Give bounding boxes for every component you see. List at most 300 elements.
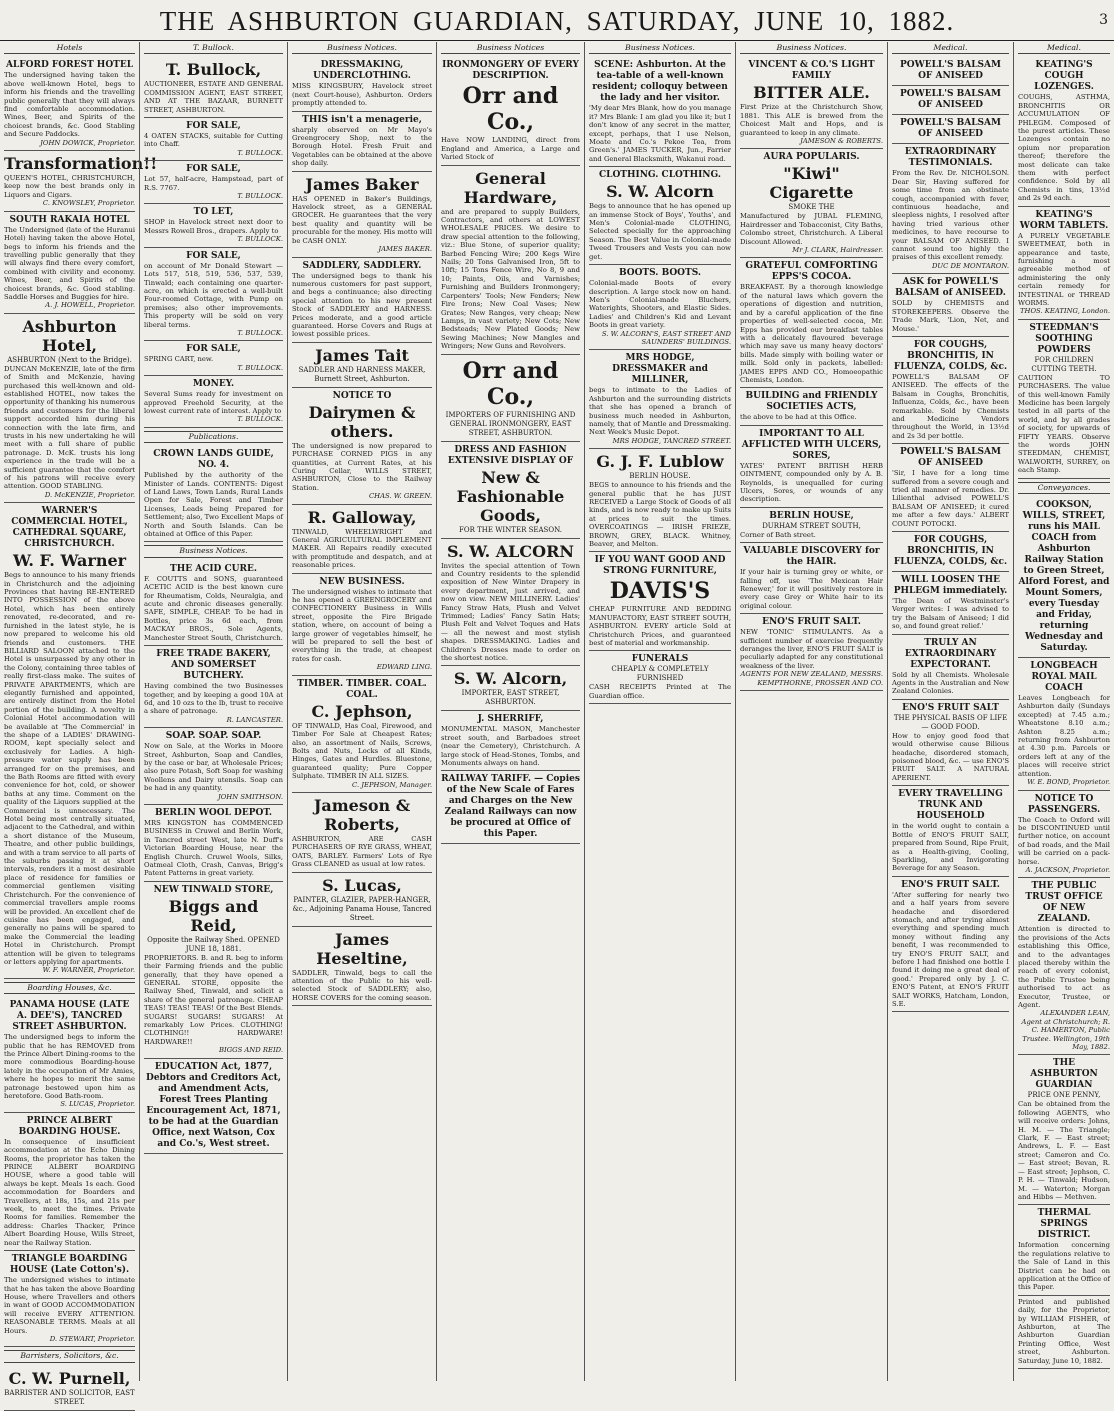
ad-body-text: SOLD by CHEMISTS and STOREKEEPERS. Observe the Trade Mark, 'Lion, Net, and Mouse.' [892, 299, 1009, 333]
ad-subheading: SMOKE THE [788, 203, 835, 212]
ad-heading: FREE TRADE BAKERY, AND SOMERSET BUTCHERY. [156, 649, 271, 682]
ad-body-text: SADDLER, Tinwald, begs to call the attention of the Public to his well-selected Stock of SADDLERY; also, HORSE COVERS for the coming season. [292, 968, 432, 1002]
ad-heading: BERLIN WOOL DEPOT. [154, 807, 273, 818]
ad-heading: POWELL'S BALSAM OF ANISEED [900, 60, 1001, 82]
ad-body-text: 4 OATEN STACKS, suitable for Cutting into Chaff. [144, 132, 283, 149]
ad-body-text: Leaves Longbeach for Ashburton daily (Sundays excepted) at 7.45 a.m.; Wheatstone 8.10 a.m.; Ashton 8.25 a.m.; returning from Ashburton at 4.30 p.m. Parcels or orders left at any of the places will receive strict attention. [1018, 694, 1110, 778]
section-heading: Barristers, Solicitors, &c. [4, 1350, 135, 1362]
ad-heading: PANAMA HOUSE (LATE A. DEE'S), TANCRED STREET ASHBURTON. [9, 1000, 130, 1033]
column-6 [735, 42, 887, 1381]
advertisement [292, 927, 432, 1007]
ad-signature: EDWARD LING. [376, 663, 432, 672]
ad-signature: DUC DE MONTARON. [931, 261, 1009, 270]
column-3 [287, 42, 436, 1381]
ad-body-text: QUEEN'S HOTEL, CHRISTCHURCH, keep now the best brands only in Liquors and Cigars. [4, 174, 135, 199]
advertisement [740, 388, 883, 425]
ad-body-text: 'The Dean of Westminster's Verger writes: I was advised to try the Balsam of Aniseed; I did so, and found great relief.' [892, 597, 1009, 631]
ad-body-text: The undersigned begs to thank his numerous customers for past support, and begs a continuance; also directing special attention to his new present Stock of SADDLERY and HARNESS. Prices moderate, and a good article guaranteed. Horse Covers and Rugs at lowest possible prices. [292, 271, 432, 339]
ad-body-text: Manufactured by JUBAL FLEMING, Hairdresser and Tobacconist, City Baths, Colombo street, Christchurch. A Liberal Discount Allowed. [740, 212, 883, 246]
ad-display-title: James Heseltine, [316, 929, 408, 968]
advertisement [4, 314, 135, 504]
advertisement [292, 505, 432, 574]
advertisement [441, 57, 580, 165]
ad-subheading: FOR THE WINTER SEASON. [459, 525, 562, 534]
advertisement [4, 1251, 135, 1347]
ad-display-title: S. W. Alcorn [606, 182, 714, 202]
advertisement [1018, 207, 1110, 320]
advertisement [892, 57, 1009, 86]
ad-heading: THIS isn't a menagerie, [302, 114, 422, 125]
ad-subheading: IMPORTER, EAST STREET, ASHBURTON. [461, 689, 560, 707]
advertisement [144, 204, 283, 247]
advertisement [441, 666, 580, 711]
advertisement [441, 442, 580, 539]
ad-heading: WILL LOOSEN THE PHLEGM immediately. [893, 575, 1008, 596]
ad-signature: MRS HODGE, TANCRED STREET. [612, 436, 731, 445]
section-heading: Publications. [144, 431, 283, 443]
ad-heading: THERMAL SPRINGS DISTRICT. [1037, 1208, 1091, 1241]
masthead [0, 0, 1114, 41]
ad-display-title: G. J. F. Lublow [596, 452, 724, 472]
advertisement [740, 57, 883, 149]
ad-heading: THE PUBLIC TRUST OFFICE OF NEW ZEALAND. [1025, 881, 1103, 925]
advertisement [292, 112, 432, 172]
ad-heading: VALUABLE DISCOVERY for the HAIR. [743, 546, 880, 568]
ad-heading: FOR SALE, [186, 121, 241, 132]
ad-subheading: Opposite the Railway Shed. OPENED JUNE 18, 1881. [147, 935, 280, 953]
page-number: 3 [1099, 12, 1108, 28]
ad-signature: T. BULLOCK. [237, 148, 283, 157]
ad-heading: TO LET, [193, 207, 234, 218]
ad-body-text: OF TINWALD, Has Coal, Firewood, and Timber For Sale at Cheapest Rates; also, an assortment of Nails, Screws, Bolts and Nuts, Locks of all Kinds, Hinges, Gates and Hurdles. Bluestone, guaranteed quality; Pure Copper Sulphate. TIMBER IN ALL SIZES. [292, 721, 432, 781]
ad-heading: POWELL'S BALSAM OF ANISEED [900, 89, 1001, 111]
advertisement [892, 115, 1009, 144]
ad-body-text: F. COUTTS and SONS, guaranteed ACETIC ACID is the best known cure for Rheumatism, Colds, Neuralgia, and acute and chronic diseases generally. SAFE, SIMPLE, CHEAP. To be had in Bottles, price 3s 6d each, from MACKAY BROS., Sole Agents, Manchester Street South, Christchurch. [144, 574, 283, 642]
newspaper-page [0, 42, 1114, 1406]
advertisement [1018, 1296, 1110, 1369]
advertisement [4, 1113, 135, 1251]
ad-heading: IF YOU WANT GOOD AND STRONG FURNITURE, [594, 555, 726, 577]
advertisement [892, 572, 1009, 635]
section-heading: Conveyances. [1018, 482, 1110, 494]
ad-heading: BOOTS. BOOTS. [618, 268, 702, 279]
ad-heading: NOTICE TO [332, 390, 392, 401]
ad-heading: MRS HODGE, DRESSMAKER and MILLINER, [612, 353, 708, 386]
ad-heading: BERLIN HOUSE, [769, 510, 854, 521]
column-header: Hotels [4, 44, 135, 54]
advertisement [144, 57, 283, 118]
column-header: Medical. [1018, 44, 1110, 54]
ad-heading: VINCENT & CO.'S LIGHT FAMILY [748, 60, 875, 82]
ad-heading: BUILDING and FRIENDLY SOCIETIES ACTS, [745, 391, 878, 413]
ad-signature: T. BULLOCK. [237, 363, 283, 372]
ad-subheading: IMPORTERS OF FURNISHING AND GENERAL IRONMONGERY, EAST STREET, ASHBURTON. [445, 410, 576, 437]
ad-body-text: The undersigned wishes to intimate that he has taken the above Boarding House, where Travellers and others in want of GOOD ACCOMMODATION will receive EVERY ATTENTION. REASONABLE TERMS. Meals at all Hours. [4, 1276, 135, 1335]
ad-subheading: FOR CHILDREN CUTTING TEETH. [1031, 355, 1097, 373]
advertisement [740, 614, 883, 691]
ad-signature: THOS. KEATING, London. [1020, 307, 1110, 316]
ad-signature: ALEXANDER LEAN, Agent at Christchurch; R. C. HAMERTON, Public Trustee. Wellington, 19th May, 1882. [1021, 1009, 1110, 1052]
ad-heading: RAILWAY TARIFF. — Copies of the New Scale of Fares and Charges on the New Zealand Railways can now be procured at Office of this Paper. [441, 774, 580, 840]
advertisement [740, 543, 883, 614]
advertisement [292, 676, 432, 793]
advertisement [892, 144, 1009, 274]
ad-heading: FOR COUGHS, BRONCHITIS, IN FLUENZA, COLDS, &c. [893, 535, 1008, 567]
advertisement [144, 118, 283, 161]
ad-large-title: DAVIS'S [609, 578, 711, 605]
ad-body-text: Lot 57, half-acre, Hampstead, part of R.S. 7767. [144, 175, 283, 192]
advertisement [892, 786, 1009, 876]
advertisement [892, 444, 1009, 532]
ad-body-text: MONUMENTAL MASON, Manchester street south, and Barbadoes street (near the Cemetery), Christchurch. A large stock of Head-Stones, Tombs, and Monuments always on hand. [441, 725, 580, 768]
advertisement [589, 167, 731, 265]
advertisement [892, 86, 1009, 115]
ad-display-title: C. Jephson, [311, 701, 413, 721]
ad-signature: AGENTS FOR NEW ZEALAND, MESSRS. KEMPTHORNE, PROSSER AND CO. [740, 670, 883, 687]
ad-subheading: SADDLER AND HARNESS MAKER, Burnett Street, Ashburton. [298, 365, 426, 383]
ad-display-title: C. W. Purnell, [8, 1368, 131, 1388]
ad-body-text: How to enjoy good food that would otherwise cause Bilious headache, disordered stomach, poisoned blood, &c. — use ENO'S FRUIT SALT. A NATURAL APERIENT. [892, 731, 1009, 782]
column-8 [1013, 42, 1114, 1381]
ad-body-text: 'My dear Mrs Blank, how do you manage it? Mrs Blank: I am glad you like it; but I don't know of any secret in the matter, except, perhaps, that I use Nelson, Moate and Co.'s Pekoe Tea, from Green's.' JAMES TUCKER, Jun., Farrier and General Blacksmith, Wakanui road. [589, 104, 731, 163]
advertisement [1018, 497, 1110, 658]
ad-display-title: Ashburton Hotel, [22, 316, 117, 355]
ad-display-title: General Hardware, [463, 168, 558, 207]
advertisement [144, 882, 283, 1059]
ad-heading: CLOTHING. CLOTHING. [598, 170, 722, 181]
ad-body-text: CAUTION TO PURCHASERS. The value of this well-known Family Medicine has been largely tested in all parts of the world, and by all grades of society, for upwards of FIFTY YEARS. Observe the words JOHN STEEDMAN, CHEMIST, WALWORTH, SURREY, on each Stamp. [1018, 373, 1110, 475]
column-7 [887, 42, 1013, 1381]
column-5 [584, 42, 735, 1381]
section-heading: Boarding Houses, &c. [4, 982, 135, 994]
ad-body-text: and are prepared to supply Builders, Contractors, and others at LOWEST WHOLESALE PRICES. We desire to draw special attention to the following, viz.: Blue Stone, of superior quality; Barbed Fencing Wire; 200 Kegs Wire Nails; 20 Tons Galvanised Iron, 5ft to 10ft; 15 Tons Fence Wire, No 8, 9 and 10; Paints, Oils, and Varnishes; Furnishing and Builders Ironmongery; Carpenters' Tools; New Fenders; New Fire Irons; New Coal Vases; New Grates; New Ranges, very cheap; New Lamps, in vast variety; New Cots; New Bedsteads; New Plated Goods; New Sewing Machines; New Mangles and Wringers; New Guns and Revolvers. [441, 207, 580, 351]
ad-signature: D. STEWART, Proprietor. [49, 1334, 135, 1343]
advertisement [144, 561, 283, 646]
column-header: T. Bullock. [144, 44, 283, 54]
ad-signature: T. BULLOCK. [237, 415, 283, 424]
advertisement [144, 376, 283, 428]
ad-large-title: Orr and Co., [462, 83, 559, 136]
advertisement [1018, 878, 1110, 1055]
advertisement [292, 172, 432, 258]
newspaper-title: THE ASHBURTON GUARDIAN, SATURDAY, JUNE 10, 1882. [159, 6, 955, 36]
ad-body-text: The undersigned is now prepared to PURCHASE CORNED PIGS in any quantities, at Current Rates, at his Curing Cellar, WILLS STREET, ASHBURTON, Close to the Railway Station. [292, 441, 432, 492]
ad-display-title: S. Lucas, [322, 875, 402, 895]
ad-body-text: A PURELY VEGETABLE SWEETMEAT, both in appearance and taste, furnishing a most agreeable method of administering the only certain remedy for INTESTINAL or THREAD WORMS. [1018, 231, 1110, 307]
advertisement [4, 997, 135, 1113]
ad-subheading: THE PHYSICAL BASIS OF LIFE — GOOD FOOD. [893, 713, 1008, 731]
ad-heading: SOUTH RAKAIA HOTEL [9, 214, 130, 225]
ad-heading: ENO'S FRUIT SALT. [901, 879, 1000, 890]
column-4 [436, 42, 584, 1381]
ad-heading: SADDLERY, SADDLERY. [302, 260, 422, 271]
ad-signature: A. J. HOWELL, Proprietor. [45, 301, 135, 310]
column-header: Business Notices. [292, 44, 432, 54]
ad-signature: D. McKENZIE, Proprietor. [44, 490, 135, 499]
advertisement [441, 355, 580, 442]
ad-heading: EDUCATION Act, 1877, Debtors and Creditors Act, and Amendment Acts, Forest Trees Planting Encouragement Act, 1871, to be had at the Guardian Office, next Watson, Cox and Co.'s, West street. [146, 1061, 281, 1149]
ad-heading: FOR SALE, [186, 164, 241, 175]
ad-signature: JAMES BAKER. [378, 245, 432, 254]
ad-heading: ENO'S FRUIT SALT [902, 702, 999, 713]
ad-signature: T. BULLOCK. [237, 328, 283, 337]
ad-body-text: Corner of Bath street. [740, 530, 816, 539]
ad-display-title: Biggs and Reid, [168, 896, 259, 935]
ad-body-text: sharply observed on Mr Mayo's Greengrocery Shop, next to the Borough Hotel. Fresh Fruit and Vegetables can be obtained at the above shop daily. [292, 125, 432, 168]
advertisement [144, 646, 283, 728]
ad-body-text: YATES' PATENT BRITISH HERB OINTMENT, compounded only by A. B. Reynolds, is unequalled for curing Ulcers, Sores, or wounds of any description. [740, 461, 883, 504]
advertisement [892, 274, 1009, 337]
column-header: Business Notices. [740, 44, 883, 54]
ad-signature: BIGGS AND REID. [219, 1046, 283, 1055]
ad-display-title: W. F. Warner [12, 551, 127, 571]
advertisement [4, 1366, 135, 1411]
ad-body-text: DUNCAN McKENZIE, late of the firm of Smith and McKenzie, having purchased this well-known and old-established HOTEL, now takes the opportunity of thanking his numerous friends and customers for the liberal support accorded him during his connection with the late firm, and trusts in his new undertaking he will meet with a full share of public patronage. D. McK. trusts his long experience in the trade will be a sufficient guarantee that the comfort of his patrons will receive every attention. GOOD STABLING. [4, 364, 135, 491]
ad-body-text: POWELL'S BALSAM OF ANISEED. The effects of the Balsam in Coughs, Bronchitis, Influenza, Colds, &c., have been remarkable. Sold by Chemists and Medicine Vendors throughout the World, in 13½d and 2s 3d per bottle. [892, 372, 1009, 440]
advertisement [292, 388, 432, 505]
ad-heading: NOTICE TO PASSENGERS. [1027, 793, 1101, 815]
ad-heading: MONEY. [192, 379, 235, 390]
advertisement [292, 873, 432, 927]
ad-display-title: BITTER ALE. [753, 83, 870, 103]
advertisement [740, 508, 883, 543]
column-2 [139, 42, 287, 1381]
ad-large-title: Orr and Co., [462, 357, 559, 410]
ad-signature: S. W. ALCORN'S, EAST STREET AND SAUNDERS' BUILDINGS. [601, 329, 731, 346]
ad-body-text: BEGS to announce to his friends and the general public that he has JUST RECEIVED a Large Stock of Goods of all kinds, and is now ready to make up Suits at prices to suit the times. OVERCOATINGS — IRISH FRIEZE, BROWN, GREY, BLACK. Whitney, Beaver, and Melton. [589, 481, 731, 549]
ad-body-text: Information concerning the regulations relative to the Sale of Land in this District can be had on application at the Office of this Paper. [1018, 1241, 1110, 1292]
ad-signature: T. BULLOCK. [237, 192, 283, 201]
ad-body-text: Begs to announce to his many friends in Christchurch and the adjoining Provinces that having RE-ENTERED INTO POSSESSION of the above Hotel, which has been entirely renovated, re-decorated, and re-furnished in the latest style, he is now prepared to welcome his old friends and customers. THE BILLIARD SALOON attached to the Hotel is unsurpassed by any other in the Colony, containing three tables of really first-class make. The suites of PRIVATE APARTMENTS, which are elegantly furnished and appointed, are entirely distinct from the Hotel portion of the building. A novelty in Colonial Hotel accommodation will be available at 'The Commercial' in the shape of a LADIES' DRAWING-ROOM, kept specially select and exclusively for Ladies. A high-pressure water supply has been arranged for on the premises, and the Bath Rooms are fitted with every convenience for hot, cold, or shower baths at any time. Comment on the quality of the Liquors supplied at the Commercial is unnecessary. The Hotel being most centrally situated, adjacent to the Cathedral, and within a short distance of the Museum, Theatre, and other public buildings, and with a tram service to all parts of the suburbs passing it at short intervals, renders it a most desirable place of residence for families or commercial gentlemen visiting Christchurch. For the convenience of commercial travellers ample rooms will be provided. An excellent chef de cuisine has been engaged, and generally no pains will be spared to make the Commercial the leading Hotel in Christchurch. Prompt attention will be given to telegrams or letters applying for apartments. [4, 571, 135, 966]
ad-signature: C. KNOWSLEY, Proprietor. [42, 199, 135, 208]
advertisement [892, 337, 1009, 444]
ad-body-text: NEW 'TONIC' STIMULANTS. As a sufficient number of exercise frequently deranges the liver, ENO'S FRUIT SALT is peculiarly adapted for any constitutional weakness of the liver. [740, 628, 883, 670]
advertisement [589, 350, 731, 449]
ad-display-title: Dairymen & others. [308, 402, 416, 441]
ad-heading: NEW BUSINESS. [319, 576, 405, 587]
advertisement [589, 552, 731, 651]
ad-heading: TRULY AN EXTRAORDINARY EXPECTORANT. [904, 637, 997, 670]
advertisement [589, 449, 731, 552]
ad-heading: NEW TINWALD STORE, [153, 884, 274, 895]
advertisement [1018, 57, 1110, 206]
column-header: Business Notices. [589, 44, 731, 54]
advertisement [740, 258, 883, 388]
advertisement [589, 57, 731, 167]
ad-body-text: The undersigned wishes to intimate that he has opened a GREENGROCERY and CONFECTIONERY Business in Wills street, opposite the Fire Brigade station, where, on account of being a large grower of vegetables himself, he will be prepared to sell the best of everything in the trade, at cheapest rates for cash. [292, 587, 432, 663]
advertisement [144, 805, 283, 882]
ad-body-text: MRS KINGSTON has COMMENCED BUSINESS in Cruwel and Berlin Work, in Tancred street West, late N. Duff's Victorian Boarding House, near the English Church. Cruwel Wools, Silks, Oatmeal Cloth, Crash, Canvas, Brigg's Patent Patterns in great variety. [144, 818, 283, 878]
advertisement [892, 635, 1009, 700]
ad-heading: TRIANGLE BOARDING HOUSE (Late Cotton's). [9, 1254, 130, 1276]
ad-heading: ASK for POWELL'S BALSAM of ANISEED. [895, 277, 1006, 299]
column-1 [0, 42, 158, 1406]
ad-body-text: In consequence of insufficient accommodation at the Echo Dining Rooms, the proprietor has taken the PRINCE ALBERT BOARDING HOUSE, where a good table will always be kept. Meals 1s each. Good accommodation for Boarders and Travellers, at 18s, 15s, and 21s per week, to meet the times. Private Rooms for families. Remember the address: Charles Thacker, Prince Albert Boarding House, Wills Street, near the Railway Station. [4, 1137, 135, 1247]
ad-body-text: on account of Mr Donald Stewart — Lots 517, 518, 519, 536, 537, 539, Tinwald; each containing one quarter-acre, on which is erected a well-built Four-roomed Cottage, with Pump on premises; also other improvements. This property will be sold on very liberal terms. [144, 261, 283, 329]
ad-heading: POWELL'S BALSAM OF ANISEED [900, 447, 1001, 469]
advertisement [740, 426, 883, 508]
ad-body-text: Several Sums ready for investment on approved Freehold Security, at the lowest current rate of interest. Apply to [144, 390, 283, 415]
ad-body-text: The Undersigned (late of the Huranui Hotel) having taken the above Hotel, begs to inform his friends and the travelling public generally that they will always find there every comfort, combined with civility and economy. Wines, Beer, and Spirits of the choicest brands, &c. Good stabling. Saddle Horses and Buggies for hire. [4, 225, 135, 301]
ad-body-text: First Prize at the Christchurch Show, 1881. This ALE is brewed from the Choicest Malt and Hops, and is guaranteed to keep in any climate. [740, 103, 883, 137]
ad-body-text: PROPRIETORS. B. and R. beg to inform their Farming friends and the public generally, that they have opened a GENERAL STORE, opposite the Railway Shed, Tinwald, and solicit a share of the general patronage. CHEAP TEAS! TEAS! TEAS! Of the Best Blends. SUGARS! SUGARS! SUGARS! At remarkably Low Prices. CLOTHING! CLOTHING!! HARDWARE! HARDWARE!! [144, 953, 283, 1046]
advertisement [292, 793, 432, 873]
ad-subheading: CHEAPLY & COMPLETELY FURNISHED [611, 665, 709, 683]
advertisement [144, 728, 283, 805]
ad-display-title: R. Galloway, [307, 507, 417, 527]
ad-heading: DRESSMAKING, UNDERCLOTHING. [313, 60, 411, 82]
ad-heading: DRESS AND FASHION EXTENSIVE DISPLAY OF [447, 444, 574, 466]
advertisement [144, 248, 283, 342]
advertisement [292, 258, 432, 343]
advertisement [892, 700, 1009, 786]
ad-display-title: Jameson & Roberts, [313, 795, 411, 834]
ad-heading: LONGBEACH ROYAL MAIL COACH [1030, 661, 1098, 694]
advertisement [441, 711, 580, 771]
ad-body-text: The undersigned begs to inform the public that he has REMOVED from the Prince Albert Dining-rooms to the more commodious Boarding-house lately in the occupation of Mr Amies, where he hopes to merit the same patronage bestowed upon him as heretofore. Good Bath-room. [4, 1033, 135, 1100]
ad-heading: GRATEFUL COMFORTING EPPS'S COCOA. [745, 261, 878, 283]
ad-signature: JOHN DOWICK, Proprietor. [40, 138, 135, 147]
advertisement [589, 265, 731, 350]
ad-body-text: 'Sir, I have for a long time suffered from a severe cough and tried all manner of remedies. Dr. Lilienthal advised POWELL'S BALSAM OF ANISEED; it cured me after a few days.' ALBERT COUNT POTOCKI. [892, 469, 1009, 528]
ad-subheading: BERLIN HOUSE. [629, 472, 691, 481]
ad-display-title: T. Bullock, [165, 60, 262, 80]
ad-heading: IRONMONGERY OF EVERY DESCRIPTION. [442, 60, 579, 82]
ad-heading: J. SHERRIFF, [477, 714, 544, 725]
ad-heading: CROWN LANDS GUIDE, NO. 4. [153, 449, 274, 471]
ad-body-text: COUGHS, ASTHMA, BRONCHITIS OR ACCUMULATION OF PHLEGM. Composed of the purest articles. These Lozenges contain no opium nor preparation thereof; therefore the most delicate can take them with perfect confidence. Sold by all Chemists in tins, 13½d and 2s 9d each. [1018, 93, 1110, 203]
ad-body-text: SPRING CART, new. [144, 355, 214, 364]
ad-heading: FOR SALE, [186, 250, 241, 261]
ad-body-text: SHOP in Havelock street next door to Messrs Rowell Bros., drapers. Apply to [144, 218, 283, 235]
ad-display-title: S. W. Alcorn, [453, 669, 568, 689]
ad-heading: TIMBER. TIMBER. COAL. COAL. [297, 678, 427, 700]
ad-display-title: Transformation!! [4, 154, 158, 174]
advertisement [292, 343, 432, 388]
advertisement [144, 446, 283, 542]
ad-body-text: Published by the authority of the Minister of Lands. CONTENTS: Digest of Land Laws, Town Lands, Rural Lands Open for Sale, Forest and Timber Licenses, Leads being Prepared for Settlement; also, Two Excellent Maps of North and South Islands. Can be obtained at Office of this Paper. [144, 471, 283, 539]
advertisement [441, 539, 580, 667]
ad-body-text: Sold by all Chemists. Wholesale Agents in the Australian and New Zealand Colonies. [892, 670, 1009, 696]
advertisement [1018, 658, 1110, 790]
advertisement [144, 1059, 283, 1154]
ad-signature: W. E. BOND, Proprietor. [1027, 778, 1110, 787]
ad-signature: C. JEPHSON, Manager. [351, 780, 432, 789]
ad-heading: STEEDMAN'S SOOTHING POWDERS [1029, 322, 1099, 355]
ad-signature: JAMESON & ROBERTS. [800, 137, 883, 146]
ad-body-text: ASHBURTON, ARE CASH PURCHASERS OF RYE GRASS, WHEAT, OATS, BARLEY. Farmers' Lots of Rye Grass CLEANED as usual at low rates. [292, 834, 432, 869]
advertisement [1018, 1055, 1110, 1205]
ad-body-text: From the Rev. Dr. NICHOLSON. Dear Sir, Having suffered for some time from an obstinate cough, accompanied with fever, continuous headache, and sleepless nights, I resolved after having tried various other medicines, to have recourse to your BALSAM OF ANISEED. I cannot sound too highly the praises of this excellent remedy. [892, 169, 1009, 262]
ad-heading: THE ACID CURE. [170, 563, 257, 574]
ad-subheading: PRICE ONE PENNY, [1027, 1091, 1101, 1100]
ad-heading: AURA POPULARIS. [763, 152, 860, 163]
ad-heading: KEATING'S WORM TABLETS. [1019, 209, 1109, 231]
advertisement [1018, 320, 1110, 479]
ad-body-text: Can be obtained from the following AGENTS, who will receive orders: Johns, H. M. — The Triangle; Clark, F. — East street; Andrews, L. F. — East street; Cameron and Co. — East street; Bevan, R. — East street; Jephson, C. P. H. — Tinwald; Hudson, M. — Waterton; Morgan and Hibbs — Methven. [1018, 1100, 1110, 1201]
ad-body-text: in the world ought to contain a Bottle of ENO'S FRUIT SALT, prepared from Sound, Ripe Fruit, as a Health-giving, Cooling, Sparkling, and Invigorating Beverage for any Season. [892, 822, 1009, 873]
ad-subheading: ASHBURTON (Next to the Bridge). [7, 355, 132, 364]
advertisement [144, 161, 283, 204]
ad-body-text: TINWALD, WHEELWRIGHT and General AGRICULTURAL IMPLEMENT MAKER. All Repairs readily executed with promptitude and despatch, and at reasonable prices. [292, 527, 432, 570]
ad-heading: THE ASHBURTON GUARDIAN [1030, 1058, 1098, 1091]
ad-subheading: DURHAM STREET SOUTH, [762, 521, 861, 530]
ad-display-title: S. W. ALCORN [447, 541, 574, 561]
ad-body-text: The undersigned having taken the above well-known Hotel, begs to inform his friends and the travelling public generally that they will always find comfortable accommodation. Wines, Beer, and Spirits of the choicest brands, &c. Good Stabling and Secure Paddocks. [4, 71, 135, 139]
ad-heading: EXTRAORDINARY TESTIMONIALS. [904, 147, 997, 169]
ad-display-title: "Kiwi" Cigarette [769, 164, 854, 203]
ad-body-text: Having combined the two Businesses together, and by keeping a good 10A at 6d, and 10 ozs to the lb, trust to receive a share of patronage. [144, 682, 283, 716]
advertisement [441, 166, 580, 355]
advertisement [441, 771, 580, 844]
ad-body-text: The Coach to Oxford will be DISCONTINUED until further notice, on account of bad roads, and the Mail will be carried on a pack-horse. [1018, 815, 1110, 866]
ad-body-text: 'After suffering for nearly two and a half years from severe headache and disordered stomach, and after trying almost everything and spending much money without finding any benefit, I was recommended to try ENO'S FRUIT SALT, and before I had finished one bottle I found it doing me a great deal of good.' Prepared only by J. C. ENO'S Patent, at ENO'S FRUIT SALT WORKS, Hatcham, London, S.E. [892, 890, 1009, 1008]
ad-signature: Mr J. CLARK, Hairdresser. [792, 246, 883, 255]
ad-signature: R. LANCASTER. [226, 715, 283, 724]
ad-body-text: HAS OPENED in Baker's Buildings, Havelock street, as a GENERAL GROCER. He guarantees that the very best quality and quantity will be procurable for the money. His motto will be CASH ONLY. [292, 194, 432, 245]
ad-display-title: James Tait [315, 345, 409, 365]
ad-display-title: New & Fashionable Goods, [456, 467, 565, 525]
ad-signature: T. BULLOCK. [237, 235, 283, 244]
advertisement [4, 151, 158, 212]
ad-body-text: Have NOW LANDING, direct from England and America, a Large and Varied Stock of [441, 136, 580, 162]
advertisement [4, 503, 135, 979]
advertisement [292, 574, 432, 676]
section-heading: Business Notices. [144, 545, 283, 557]
advertisement [892, 877, 1009, 1013]
ad-heading: IMPORTANT TO ALL AFFLICTED WITH ULCERS, SORES, [741, 428, 882, 461]
column-header: Medical. [892, 44, 1009, 54]
ad-body-text: Attention is directed to the provisions of the Acts establishing this Office, and to the advantages placed thereby within the reach of every colonist, the Public Trustee being authorised to act as Executor, Trustee, or Agent. [1018, 925, 1110, 1009]
ad-heading: ENO'S FRUIT SALT. [762, 617, 861, 628]
ad-subheading: BARRISTER AND SOLICITOR, EAST STREET. [4, 1388, 135, 1406]
ad-body-text: the above to be had at this Office. [740, 413, 857, 422]
ad-heading: ALFORD FOREST HOTEL [5, 60, 134, 71]
ad-signature: JOHN SMITHSON. [218, 792, 283, 801]
ad-body-text: Now on Sale, at the Works in Moore Street, Ashburton, Soap and Candles, by the case or bar, at Wholesale Prices; also pure Potash, Soft Soap for washing Woollens and Dairy utensils. Soap can be had in any quantity. [144, 742, 283, 793]
ad-body-text: Invites the special attention of Town and Country residents to the splendid exposition of New Winter Drapery in every department, just arrived, and now on view. NEW MILLINERY. Ladies' Fancy Straw Hats, Plush and Velvet Trimmed; Ladies' Fancy Satin Hats; Plush Felt and Velvet Toques and Hats — all the newest and most stylish shapes. DRESSMAKING. Ladies and Children's Dresses made to order on the shortest notice. [441, 561, 580, 662]
advertisement [1018, 791, 1110, 879]
ad-heading: WARNER'S COMMERCIAL HOTEL, CATHEDRAL SQUARE, CHRISTCHURCH. [11, 506, 128, 550]
ad-signature: CHAS. W. GREEN. [368, 492, 432, 501]
ad-heading: FOR SALE, [186, 344, 241, 355]
column-header: Business Notices [441, 44, 580, 54]
ad-heading: FUNERALS [631, 654, 689, 665]
ad-heading: FOR COUGHS, BRONCHITIS, IN FLUENZA, COLDS, &c. [893, 339, 1008, 372]
advertisement [1018, 1205, 1110, 1295]
ad-heading: PRINCE ALBERT BOARDING HOUSE. [18, 1115, 121, 1137]
advertisement [144, 341, 283, 376]
ad-heading: POWELL'S BALSAM OF ANISEED [900, 118, 1001, 140]
ad-body-text: AUCTIONEER, ESTATE AND GENERAL COMMISSION AGENT, EAST STREET, AND AT THE BAZAAR, BURNETT STREET, ASHBURTON. [144, 80, 283, 114]
ad-body-text: MISS KINGSBURY, Havelock street (next Court-house), Ashburton. Orders promptly attended to. [292, 82, 432, 108]
ad-body-text: CHEAP FURNITURE AND BEDDING MANUFACTORY, EAST STREET SOUTH, ASHBURTON. EVERY article Sold at Christchurch Prices, and guaranteed best of material and workmanship. [589, 605, 731, 648]
ad-signature: A. JACKSON, Proprietor. [1025, 865, 1110, 874]
advertisement [589, 651, 731, 704]
advertisement [4, 212, 135, 314]
ad-body-text: Begs to announce that he has opened up an immense Stock of Boys', Youths', and Men's Colonial-made CLOTHING, Selected specially for the approaching Season. The Best Value in Colonial-made Tweed Trousers and Vests you can now get. [589, 202, 731, 261]
ad-display-title: James Baker [305, 174, 419, 194]
advertisement [740, 149, 883, 258]
ad-heading: COOKSON, WILLS, STREET, runs his MAIL COACH from Ashburton Railway Station to Green Street, Alford Forest, and Mount Somers, every Tuesday and Friday, returning Wednesday and Saturday. [1018, 500, 1110, 654]
ad-heading: EVERY TRAVELLING TRUNK AND HOUSEHOLD [898, 789, 1003, 822]
ad-heading: KEATING'S COUGH LOZENGES. [1034, 60, 1094, 93]
ad-body-text: BREAKFAST. By a thorough knowledge of the natural laws which govern the operations of digestion and nutrition, and by a careful application of the fine properties of well-selected cocoa, Mr. Epps has provided our breakfast tables with a delicately flavoured beverage which may save us many heavy doctors' bills. Made simply with boiling water or milk. Sold only in packets, labelled: JAMES EPPS AND CO., Homoeopathic Chemists, London. [740, 283, 883, 384]
ad-body-text: Colonial-made Boots of every description. A large stock now on hand. Men's Colonial-made Bluchers, Waterights, Shooters, and Elastic Sides. Ladies' and Children's Kid and Levant Boots in great variety. [589, 279, 731, 330]
advertisement [292, 57, 432, 111]
ad-body-text: begs to intimate to the Ladies of Ashburton and the surrounding districts that she has opened a branch of business much needed in Ashburton, namely, that of Mantle and Dressmaking. Next Week's Music Depot. [589, 386, 731, 437]
ad-subheading: PAINTER, GLAZIER, PAPER-HANGER, &c., Adjoining Panama House, Tancred Street. [292, 895, 432, 922]
